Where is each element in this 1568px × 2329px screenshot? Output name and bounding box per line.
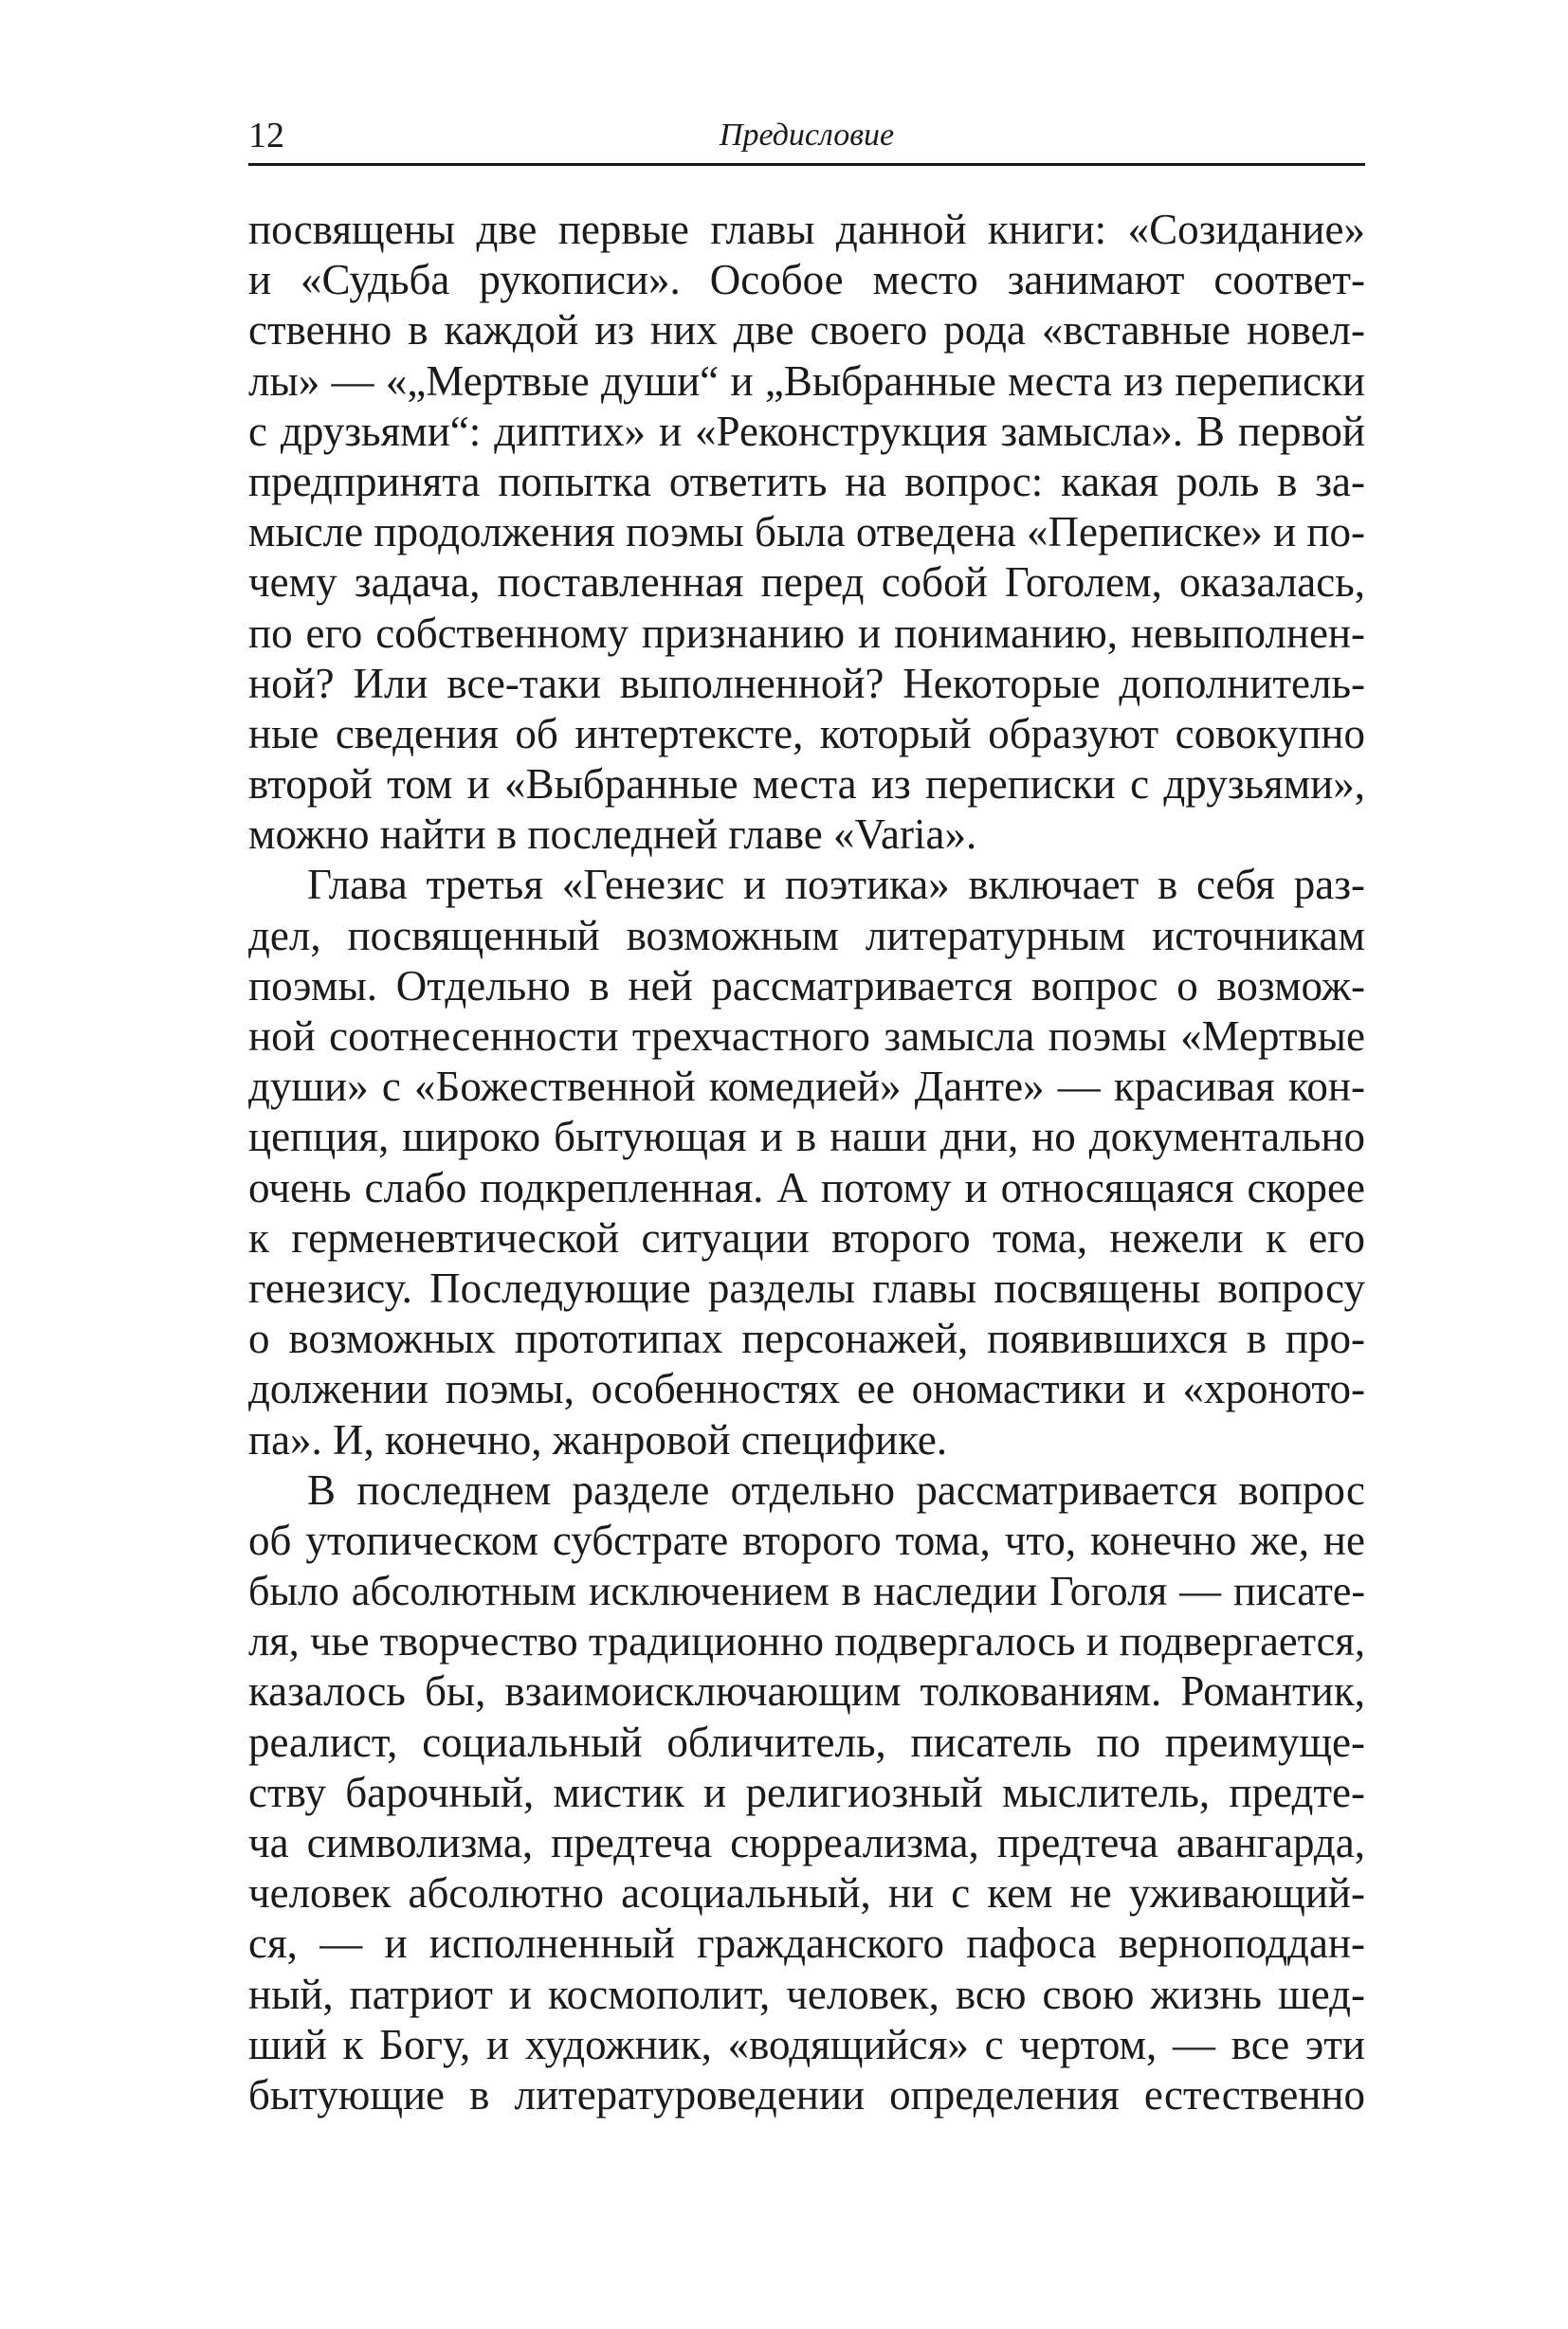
text-line: лы» — «„Мертвые души“ и „Выбранные места из переписки	[248, 356, 1365, 405]
text-line: ший к Богу, и художник, «водящийся» с чертом, — все эти	[248, 2020, 1365, 2068]
text-line: мысле продолжения поэмы была отведена «Переписке» и по-	[248, 508, 1365, 556]
text-line: В последнем разделе отдельно рассматривается вопрос	[307, 1465, 1365, 1514]
text-line: об утопическом субстрате второго тома, что, конечно же, не	[248, 1516, 1365, 1564]
text-line: ся, — и исполненный гражданского пафоса верноподдан-	[248, 1920, 1365, 1968]
text-line: должении поэмы, особенностях ее ономастики и «хроното-	[248, 1365, 1365, 1413]
text-line: казалось бы, взаимоисключающим толкованиям. Романтик,	[248, 1667, 1365, 1716]
text-line: Глава третья «Генезис и поэтика» включает в себя раз-	[307, 861, 1365, 909]
text-line: па». И, конечно, жанровой специфике.	[248, 1415, 948, 1464]
text-line: предпринята попытка ответить на вопрос: какая роль в за-	[248, 457, 1365, 505]
text-line: ной? Или все-таки выполненной? Некоторые дополнитель-	[248, 659, 1365, 707]
text-line: и «Судьба рукописи». Особое место занимают соответ-	[248, 256, 1365, 304]
text-line: по его собственному признанию и пониманию, невыполнен-	[248, 609, 1365, 657]
text-line: можно найти в последней главе «Varia».	[248, 810, 977, 859]
text-line: души» с «Божественной комедией» Данте» — красивая кон-	[248, 1063, 1365, 1111]
text-line: ные сведения об интертексте, который образуют совокупно	[248, 709, 1365, 757]
running-title: Предисловие	[719, 118, 895, 153]
text-line: генезису. Последующие разделы главы посвящены вопросу	[248, 1264, 1365, 1312]
text-line: посвящены две первые главы данной книги: «Созидание»	[248, 206, 1365, 253]
page-header	[248, 104, 1365, 166]
text-line: человек абсолютно асоциальный, ни с кем не уживающий-	[248, 1869, 1365, 1918]
text-line: второй том и «Выбранные места из переписки с друзьями»,	[248, 760, 1365, 809]
text-line: ля, чье творчество традиционно подвергалось и подвергается,	[248, 1617, 1365, 1665]
text-line: бытующие в литературоведении определения естественно	[248, 2070, 1365, 2119]
page-number: 12	[248, 116, 284, 155]
text-line: чему задача, поставленная перед собой Гоголем, оказалась,	[248, 558, 1365, 607]
text-line: ству барочный, мистик и религиозный мыслитель, предте-	[248, 1768, 1365, 1816]
text-line: с друзьями“: диптих» и «Реконструкция замысла». В первой	[248, 407, 1365, 455]
text-line: дел, посвященный возможным литературным источникам	[248, 911, 1365, 959]
text-line: ча символизма, предтеча сюрреализма, предтеча авангарда,	[248, 1819, 1365, 1866]
text-line: к герменевтической ситуации второго тома, нежели к его	[248, 1213, 1365, 1262]
text-line: цепция, широко бытующая и в наши дни, но документально	[248, 1113, 1365, 1161]
text-line: реалист, социальный обличитель, писатель по преимуще-	[248, 1718, 1365, 1766]
text-line: ственно в каждой из них две своего рода «вставные новел-	[248, 306, 1365, 355]
text-line: было абсолютным исключением в наследии Гоголя — писате-	[248, 1568, 1365, 1615]
text-line: о возможных прототипах персонажей, появившихся в про-	[248, 1315, 1365, 1363]
body-text	[248, 205, 1365, 2120]
text-line: поэмы. Отдельно в ней рассматривается вопрос о возмож-	[248, 961, 1365, 1010]
text-line: очень слабо подкрепленная. А потому и относящаяся скорее	[248, 1163, 1365, 1211]
text-line: ный, патриот и космополит, человек, всю свою жизнь шед-	[248, 1970, 1365, 2018]
text-line: ной соотнесенности трехчастного замысла поэмы «Мертвые	[248, 1012, 1365, 1060]
